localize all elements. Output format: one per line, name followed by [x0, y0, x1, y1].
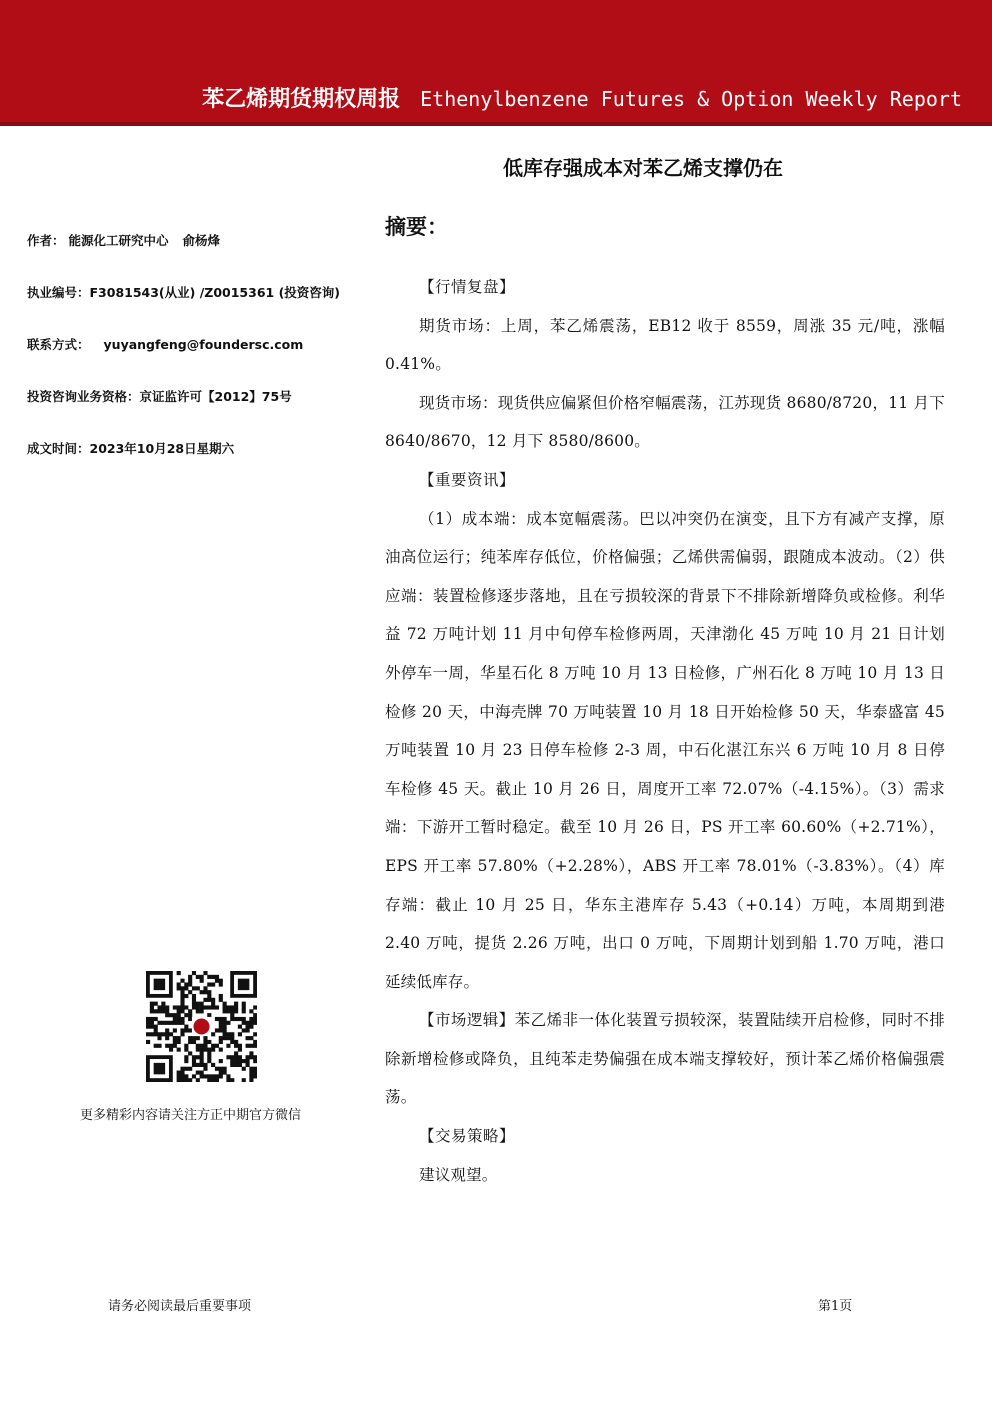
qualification-row: [27, 387, 357, 439]
footer-notice: 请务必阅读最后重要事项: [108, 1299, 252, 1314]
date-label: 成文时间：: [27, 441, 90, 456]
license-row: [27, 283, 357, 335]
section-tag-trading-strategy: 【交易策略】: [419, 1127, 516, 1146]
license-value: F3081543(从业) /Z0015361 (投资咨询): [89, 285, 341, 300]
summary-heading: 摘要：: [385, 215, 448, 239]
paragraph-trading-strategy: 建议观望。: [419, 1165, 498, 1184]
author-label: 作者：: [27, 233, 65, 248]
author-row: [27, 231, 357, 283]
author-name: 俞杨烽: [182, 233, 221, 248]
contact-label: 联系方式：: [27, 337, 90, 352]
date-value: 2023年10月28日星期六: [89, 441, 235, 456]
qualification-label: 投资咨询业务资格：: [27, 389, 140, 404]
report-title-en: Ethenylbenzene Futures & Option Weekly Report: [420, 87, 962, 111]
section-tag-key-news: 【重要资讯】: [419, 470, 516, 489]
paragraph-futures-market: 期货市场：上周，苯乙烯震荡，EB12 收于 8559，周涨 35 元/吨，涨幅 0.41%。: [385, 316, 945, 374]
paragraph-market-logic: 【市场逻辑】苯乙烯非一体化装置亏损较深，装置陆续开启检修，同时不排除新增检修或降负，且纯苯走势偏强在成本端支撑较好，预计苯乙烯价格偏强震荡。: [385, 1011, 945, 1107]
summary-body: [385, 268, 945, 1194]
license-label: 执业编号：: [27, 285, 90, 300]
qr-center-logo-icon: [193, 1018, 209, 1034]
paragraph-key-news: （1）成本端：成本宽幅震荡。巴以冲突仍在演变，且下方有减产支撑，原油高位运行；纯苯库存低位，价格偏强；乙烯供需偏弱，跟随成本波动。（2）供应端：装置检修逐步落地，且在亏损较深的背景下不排除新增降负或检修。利华益 72 万吨计划 11 月中旬停车检修两周，天津渤化 45 万吨 10 月 21 日计划外停车一周，华星石化 8 万吨 10 月 13 日检修，广州石化 8 万吨 10 月 13 日检修 20 天，中海壳牌 70 万吨装置 10 月 18 日开始检修 50 天，华泰盛富 45 万吨装置 10 月 23 日停车检修 2-3 周，中石化湛江东兴 6 万吨 10 月 8 日停车检修 45 天。截止 10 月 26 日，周度开工率 72.07%（-4.15%）。（3）需求端：下游开工暂时稳定。截至 10 月 26 日，PS 开工率 60.60%（+2.71%），EPS 开工率 57.80%（+2.28%），ABS 开工率 78.01%（-3.83%）。（4）库存端：截止 10 月 25 日，华东主港库存 5.43（+0.14）万吨，本周期到港 2.40 万吨，提货 2.26 万吨，出口 0 万吨，下周期计划到船 1.70 万吨，港口延续低库存。: [385, 509, 945, 991]
summary-section: [385, 212, 945, 1194]
qr-code-image: [146, 971, 257, 1082]
wechat-qr-code: [146, 971, 257, 1082]
qr-caption: 更多精彩内容请关注方正中期官方微信: [80, 1108, 302, 1123]
contact-row: [27, 335, 357, 387]
qualification-value: 京证监许可【2012】75号: [139, 389, 292, 404]
author-dept: 能源化工研究中心: [68, 233, 169, 248]
contact-email[interactable]: yuyangfeng@foundersc.com: [103, 337, 304, 352]
paragraph-spot-market: 现货市场：现货供应偏紧但价格窄幅震荡，江苏现货 8680/8720，11 月下 8640/8670，12 月下 8580/8600。: [385, 393, 945, 451]
header-rule: [0, 122, 992, 126]
report-title-cn: 苯乙烯期货期权周报: [202, 87, 401, 112]
date-row: [27, 439, 357, 491]
author-info-panel: [27, 231, 357, 491]
page-title: 低库存强成本对苯乙烯支撑仍在: [503, 156, 783, 180]
page-number: 第1页: [818, 1299, 853, 1314]
section-tag-market-review: 【行情复盘】: [419, 278, 516, 296]
report-header-title: [202, 82, 962, 113]
